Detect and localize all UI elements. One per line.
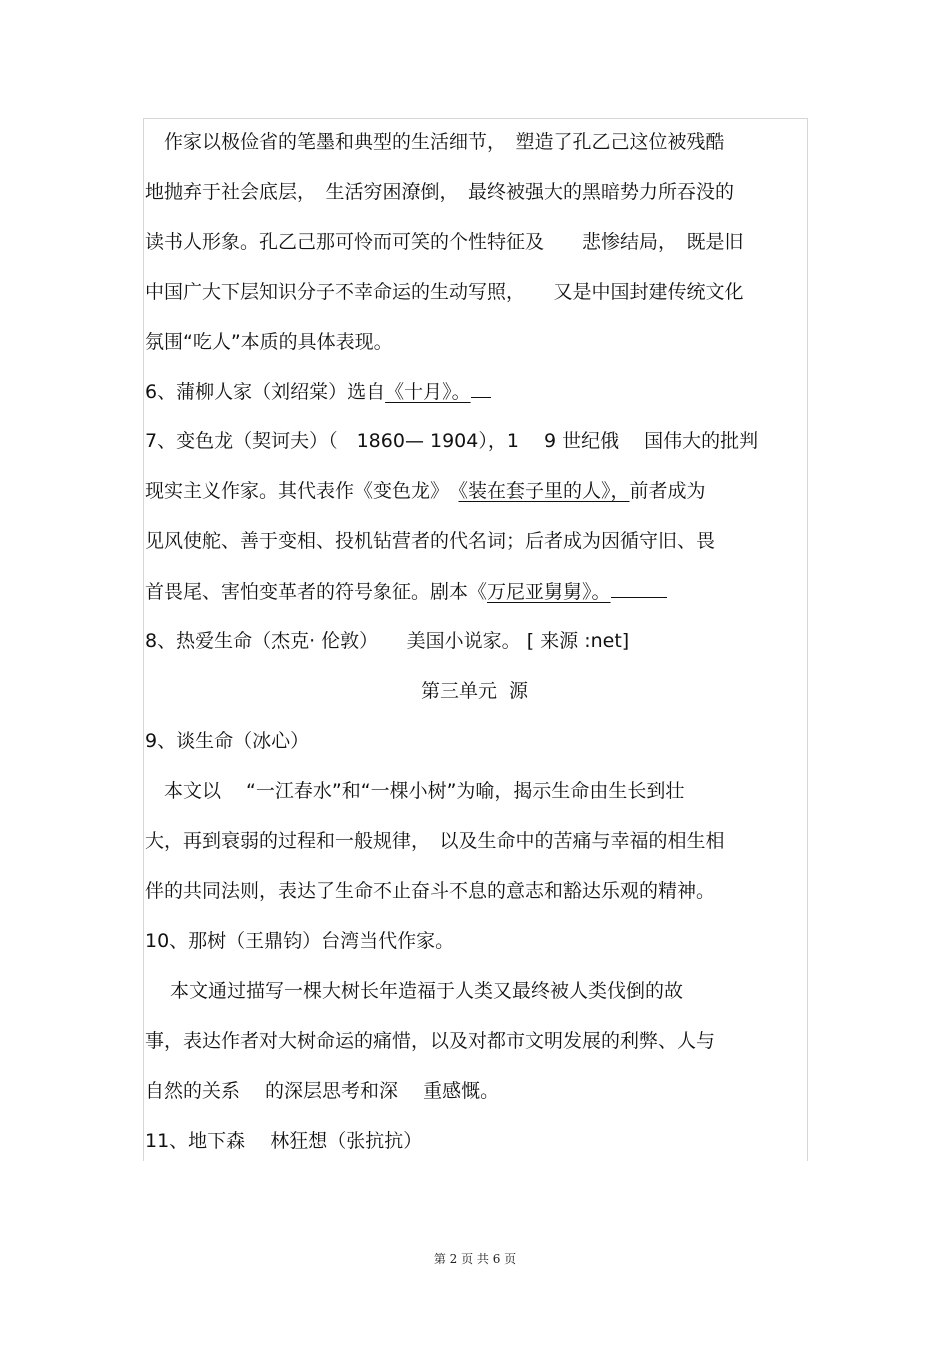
- item-7-line: 见风使舵、善于变相、投机钻营者的代名词；后者成为因循守旧、畏: [145, 530, 716, 552]
- item-7-answer: 《装在套子里的人》，: [458, 480, 630, 502]
- text-line: 自然的关系 的深层思考和深 重感慨。: [145, 1080, 500, 1102]
- text-line: 大，再到衰弱的过程和一般规律， 以及生命中的苦痛与幸福的相生相: [145, 830, 725, 852]
- item-10: 10、那树（王鼎钧）台湾当代作家。: [145, 930, 455, 952]
- item-9: 9、谈生命（冰心）: [145, 730, 310, 752]
- item-7-line: [145, 479, 706, 503]
- item-7-answer: 万尼亚舅舅》。: [487, 581, 611, 603]
- text-line: 作家以极俭省的笔墨和典型的生活细节， 塑造了孔乙己这位被残酷: [145, 131, 725, 153]
- text-line: 本文以 “一江春水”和“一棵小树”为喻，揭示生命由生长到壮: [145, 780, 685, 802]
- item-8: 8、热爱生命（杰克· 伦敦） 美国小说家。 [ 来源 :net]: [145, 630, 630, 652]
- item-7-text: 首畏尾、害怕变革者的符号象征。剧本《: [145, 581, 488, 603]
- page-footer: 第 2 页 共 6 页: [433, 1252, 517, 1266]
- text-line: 地抛弃于社会底层， 生活穷困潦倒， 最终被强大的黑暗势力所吞没的: [145, 181, 735, 203]
- item-7-text: 前者成为: [629, 480, 706, 502]
- item-11: 11、地下森 林狂想（张抗抗）: [145, 1130, 423, 1152]
- text-line: 伴的共同法则，表达了生命不止奋斗不息的意志和豁达乐观的精神。: [145, 880, 716, 902]
- item-7-line: [145, 579, 667, 604]
- item-7-text: 现实主义作家。其代表作《变色龙》: [145, 480, 459, 502]
- blank-line: [611, 579, 667, 598]
- blank-line: [471, 379, 491, 398]
- text-line: 读书人形象。孔乙己那可怜而可笑的个性特征及 悲惨结局， 既是旧: [145, 231, 744, 253]
- text-line: 本文通过描写一棵大树长年造福于人类又最终被人类伐倒的故: [145, 980, 684, 1002]
- text-line: 氛围“吃人”本质的具体表现。: [145, 331, 393, 353]
- section-title: 第三单元 源: [420, 680, 529, 702]
- item-7-line: 7、变色龙（契诃夫）（ 1860— 1904），1 9 世纪俄 国伟大的批判: [145, 430, 759, 452]
- item-6-answer: 《十月》。: [385, 381, 471, 403]
- text-line: 中国广大下层知识分子不幸命运的生动写照， 又是中国封建传统文化: [145, 281, 744, 303]
- text-line: 事，表达作者对大树命运的痛惜，以及对都市文明发展的利弊、人与: [145, 1030, 716, 1052]
- item-6: [145, 379, 491, 404]
- item-6-text: 6、蒲柳人家（刘绍棠）选自: [145, 381, 386, 403]
